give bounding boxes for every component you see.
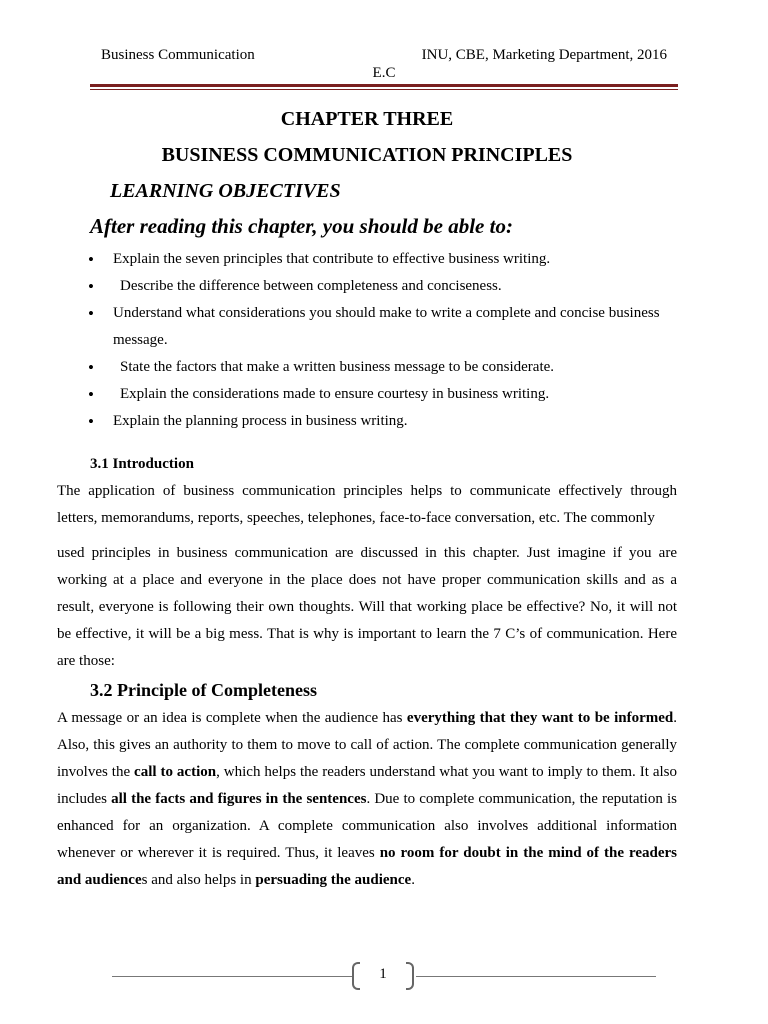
learning-objectives-heading: LEARNING OBJECTIVES <box>110 180 341 202</box>
introduction-paragraph-continued: used principles in business communication are discussed in this chapter. Just imagine if you are working at a place and everyone in the place does not have proper communication skills and as a result, everyone is following their own thoughts. Will that working place be effective? No, it will not be effective, it will be a big mess. That is why is important to learn the 7 C’s of communication. Here are those: <box>57 545 677 669</box>
objectives-list <box>88 246 678 435</box>
list-item: • Explain the planning process in business writing. <box>88 408 678 435</box>
header-left: Business Communication <box>101 47 255 63</box>
header-right: INU, CBE, Marketing Department, 2016 <box>421 47 667 63</box>
footer-line-right <box>416 976 656 977</box>
chapter-subtitle: BUSINESS COMMUNICATION PRINCIPLES <box>161 144 573 166</box>
header-rule-thin <box>90 89 678 90</box>
objectives-intro: After reading this chapter, you should be able to: <box>90 214 513 238</box>
bold-phrase: no room for doubt in the mind of the readers and audience <box>57 845 677 888</box>
completeness-paragraph <box>57 705 677 894</box>
list-item: • Describe the difference between completeness and conciseness. <box>88 273 678 300</box>
text-run: . <box>411 872 415 888</box>
header-right-continuation: E.C <box>372 65 396 81</box>
chapter-title: CHAPTER THREE <box>280 108 454 130</box>
list-item: • Understand what considerations you should make to write a complete and concise business message. <box>88 300 678 354</box>
text-run: . Due to complete communication, the reputation is enhanced for an organization. A complete communication also involves additional information whenever or wherever it is required. Thus, it leaves <box>57 791 677 861</box>
text-run: s and also helps in <box>141 872 256 888</box>
bold-phrase: all the facts and figures in the sentences <box>111 791 367 807</box>
page-number: 1 <box>379 966 387 982</box>
list-item: • Explain the considerations made to ensure courtesy in business writing. <box>88 381 678 408</box>
footer-brace-right-icon <box>406 962 414 990</box>
section-heading-introduction: 3.1 Introduction <box>90 456 194 472</box>
footer-brace-left-icon <box>352 962 360 990</box>
bold-phrase: everything that they want to be informed <box>406 710 674 726</box>
list-item: • State the factors that make a written business message to be considerate. <box>88 354 678 381</box>
introduction-paragraph: The application of business communication principles helps to communicate effectively through letters, memorandums, reports, speeches, telephones, face-to-face conversation, etc. The commonly <box>57 483 677 526</box>
section-heading-completeness: 3.2 Principle of Completeness <box>90 680 317 700</box>
list-item: • Explain the seven principles that contribute to effective business writing. <box>88 246 678 273</box>
footer-line-left <box>112 976 352 977</box>
bold-phrase: persuading the audience <box>255 872 412 888</box>
bold-phrase: call to action <box>134 764 217 780</box>
header-rule-thick <box>90 84 678 87</box>
text-run: , which helps the readers understand what you want to imply to them. It also includes <box>57 764 678 807</box>
text-run: . Also, this gives an authority to them to move to call of action. The complete communication generally involves the <box>57 710 677 780</box>
text-run: A message or an idea is complete when the audience has <box>57 710 407 726</box>
